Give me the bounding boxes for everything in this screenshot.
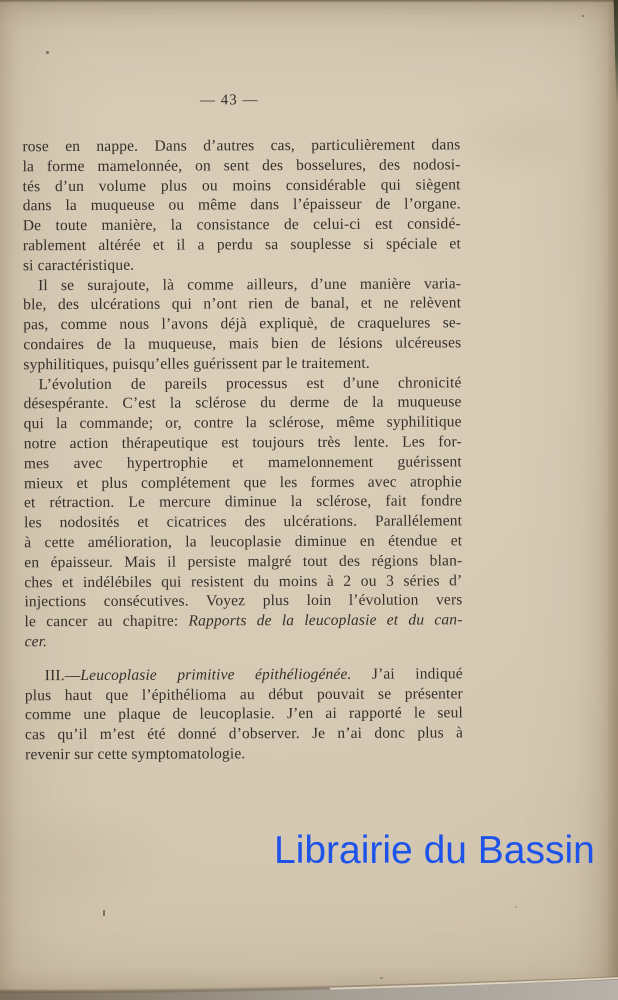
paper-speck bbox=[103, 910, 105, 916]
text-line: en épaisseur. Mais il persiste malgré tout des régions blan- bbox=[24, 552, 463, 571]
paper-speck bbox=[515, 906, 517, 908]
text-line: si caractéristique. bbox=[22, 256, 135, 275]
chapter-reference-lead: le cancer au chapitre: bbox=[24, 612, 189, 631]
text-line: qui la commande; or, contre la sclérose, même syphilitique bbox=[23, 413, 462, 433]
text-line: notre action thérapeutique est toujours très lente. Les for- bbox=[23, 433, 462, 453]
text-line: Il se surajoute, là comme ailleurs, d’une manière varia- bbox=[38, 274, 462, 294]
text-line: ches et indélébiles qui resistent du moins à 2 ou 3 séries d’ bbox=[24, 571, 463, 591]
text-line: revenir sur cette symptomatologie. bbox=[25, 745, 246, 764]
text-line: De toute manière, la consistance de celui-ci est considé- bbox=[22, 215, 461, 235]
paper-speck bbox=[380, 977, 383, 979]
text-line: pas, comme nous l’avons déjà expliquè, de craquelures se- bbox=[23, 314, 462, 334]
text-line: L’évolution de pareils processus est d’une chronicité bbox=[38, 373, 462, 393]
text-line: syphilitiques, puisqu’elles guérissent par le traitement. bbox=[23, 354, 370, 374]
text-line: mes avec hypertrophie et mamelonnement guérissent bbox=[23, 453, 462, 472]
paper-speck bbox=[582, 15, 584, 17]
page-bottom-edge bbox=[0, 970, 618, 1000]
text-line: cer. bbox=[24, 633, 48, 651]
section-heading-line bbox=[25, 664, 463, 686]
text-line: injections consécutives. Voyez plus loin l’évolution vers bbox=[24, 591, 463, 611]
paragraph-2 bbox=[23, 274, 461, 375]
paragraph-4 bbox=[25, 664, 463, 765]
text-line: mieux et plus complétement que les formes avec atrophie bbox=[23, 472, 462, 492]
text-line: dans la muqueuse ou même dans l’épaisseur de l’organe. bbox=[22, 195, 461, 215]
paragraph-1 bbox=[22, 135, 461, 275]
text-line: désespérante. C’est la sclérose du derme de la muqueuse bbox=[23, 393, 462, 413]
chapter-title-italic: Rapports de la leucoplasie et du can- bbox=[188, 611, 463, 630]
text-line: condaires de la muqueuse, mais bien de lésions ulcéreuses bbox=[23, 334, 462, 354]
text-line: plus haut que l’épithélioma au début pouvait se présenter bbox=[24, 684, 463, 704]
section-lead-text: J’ai indiqué bbox=[351, 665, 463, 683]
page-number: — 43 — bbox=[199, 92, 259, 109]
text-line: et rétraction. Le mercure diminue la sclérose, fait fondre bbox=[23, 492, 463, 512]
text-line: les nodosités et cicatrices des ulcérations. Parallélement bbox=[24, 512, 463, 532]
text-line: à cette amélioration, la leucoplasie diminue en étendue et bbox=[24, 532, 463, 552]
text-line: comme une plaque de leucoplasie. J’en ai rapporté le seul bbox=[24, 704, 463, 724]
bookseller-watermark-text: Librairie du Bassin bbox=[274, 829, 595, 872]
text-block bbox=[22, 135, 463, 765]
text-line: cas qu’il m’est été donné d’observer. Je n’ai donc plus à bbox=[24, 724, 464, 744]
paper-speck bbox=[46, 51, 49, 54]
paragraph-3 bbox=[23, 373, 462, 652]
text-line: rose en nappe. Dans d’autres cas, particulièrement dans bbox=[22, 136, 461, 156]
chapter-reference-line bbox=[24, 610, 462, 632]
text-line: tés d’un volume plus ou moins considérable qui siègent bbox=[22, 175, 461, 195]
text-line: la forme mamelonnée, on sent des bosselures, des nodosi- bbox=[22, 156, 461, 176]
section-numeral: III.— bbox=[44, 666, 81, 684]
section-title-italic: Leucoplasie primitive épithéliogénée. bbox=[80, 665, 352, 684]
text-line: rablement altérée et il a perdu sa souplesse si spéciale et bbox=[22, 235, 461, 255]
text-line: ble, des ulcérations qui n’ont rien de banal, et ne relèvent bbox=[23, 294, 462, 314]
